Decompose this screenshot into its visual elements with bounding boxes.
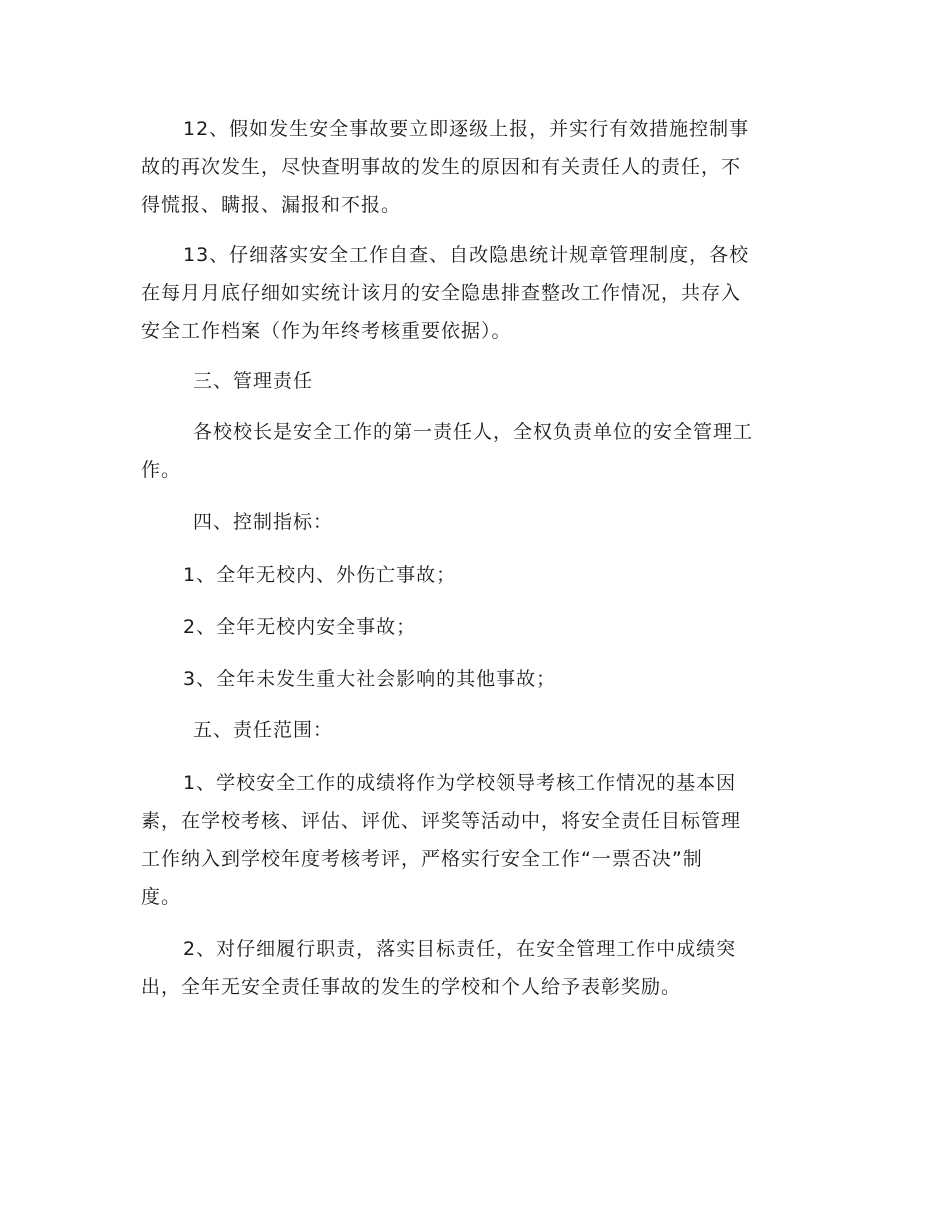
text-line: 1、全年无校内、外伤亡事故； [183,564,457,586]
heading-text: 五、责任范围： [193,719,334,741]
paragraph-management-responsibility [141,413,811,489]
text-line: 13、仔细落实安全工作自查、自改隐患统计规章管理制度，各校 [183,244,750,266]
text-line: 素，在学校考核、评估、评优、评奖等活动中，将安全责任目标管理 [141,810,742,832]
text-line: 工作纳入到学校年度考核考评，严格实行安全工作“一票否决”制 [141,848,703,870]
text-line: 得慌报、瞒报、漏报和不报。 [141,194,402,216]
text-line: 3、全年未发生重大社会影响的其他事故； [183,668,557,690]
list-item-indicator-3 [141,660,811,698]
text-line: 在每月月底仔细如实统计该月的安全隐患排查整改工作情况，共存入 [141,282,742,304]
list-item-indicator-1 [141,556,811,594]
text-line: 安全工作档案（作为年终考核重要依据）。 [141,320,512,342]
section-heading-management [141,362,811,400]
heading-text: 三、管理责任 [193,370,314,392]
list-item-indicator-2 [141,608,811,646]
section-heading-control-indicators [141,503,811,541]
text-line: 2、对仔细履行职责，落实目标责任，在安全管理工作中成绩突 [183,938,737,960]
text-line: 1、学校安全工作的成绩将作为学校领导考核工作情况的基本因 [183,772,737,794]
list-item-scope-2 [141,930,811,1006]
section-heading-responsibility-scope [141,711,811,749]
paragraph-item-12 [141,110,811,224]
paragraph-item-13 [141,236,811,350]
text-line: 各校校长是安全工作的第一责任人，全权负责单位的安全管理工 [193,421,754,443]
heading-text: 四、控制指标： [193,511,334,533]
text-line: 出，全年无安全责任事故的发生的学校和个人给予表彰奖励。 [141,976,682,998]
text-line: 作。 [141,459,182,481]
list-item-scope-1 [141,764,811,916]
text-line: 2、全年无校内安全事故； [183,616,417,638]
text-line: 故的再次发生，尽快查明事故的发生的原因和有关责任人的责任，不 [141,156,742,178]
text-line: 度。 [141,886,182,908]
text-line: 12、假如发生安全事故要立即逐级上报，并实行有效措施控制事 [183,118,750,140]
